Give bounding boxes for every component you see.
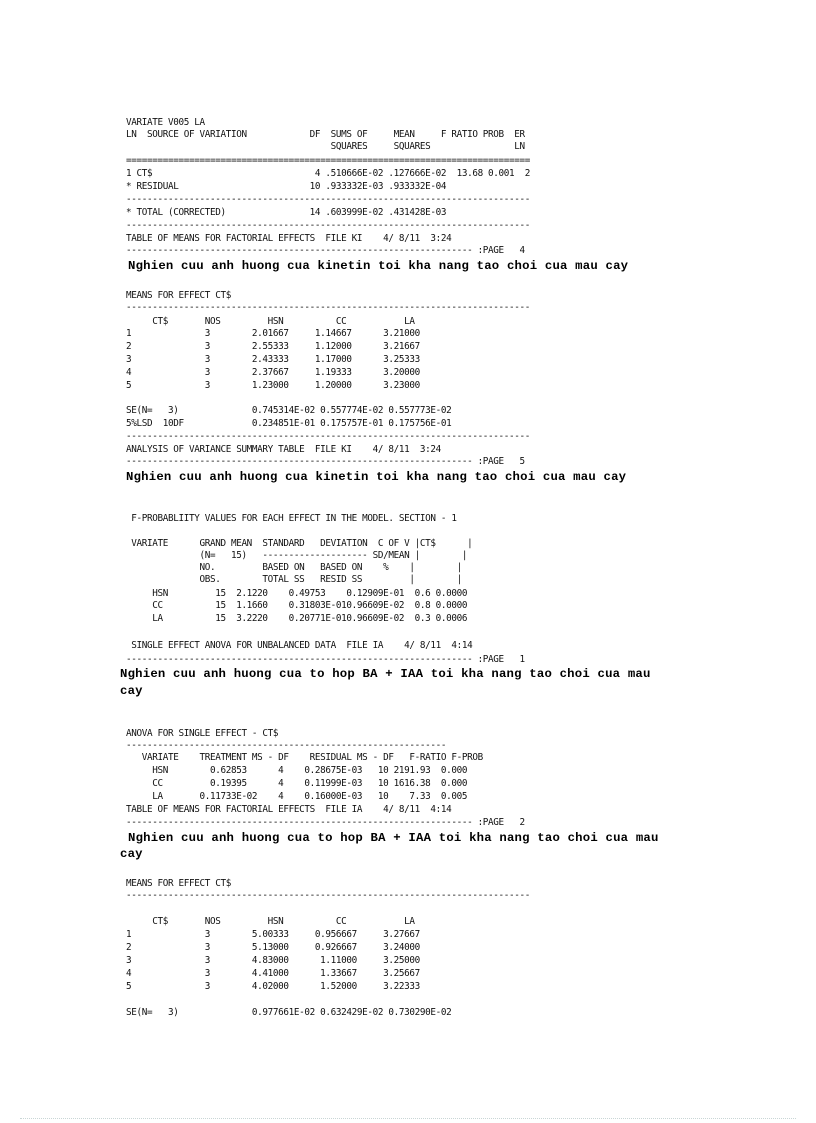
output-line: 2 3 5.13000 0.926667 3.24000 <box>126 942 420 953</box>
output-line: 4 3 2.37667 1.19333 3.20000 <box>126 367 420 378</box>
output-line: VARIATE TREATMENT MS - DF RESIDUAL MS - DF F-RATIO F-PROB <box>126 752 483 763</box>
output-line: 4 3 4.41000 1.33667 3.25667 <box>126 968 420 979</box>
output-line: NO. BASED ON BASED ON % | | <box>126 562 462 573</box>
section-heading: Nghien cuu anh huong cua to hop BA + IAA toi kha nang tao choi cua mau <box>120 667 651 681</box>
output-line: HSN 15 2.1220 0.49753 0.12909E-01 0.6 0.0000 <box>126 588 468 599</box>
output-line: 3 3 2.43333 1.17000 3.25333 <box>126 354 420 365</box>
section-heading: Nghien cuu anh huong cua kinetin toi kha nang tao choi cua mau cay <box>126 470 627 484</box>
output-line: LN SOURCE OF VARIATION DF SUMS OF MEAN F RATIO PROB ER <box>126 129 525 140</box>
output-line: MEANS FOR EFFECT CT$ <box>126 878 231 889</box>
page-footer-divider <box>20 1118 796 1119</box>
output-line: HSN 0.62853 4 0.28675E-03 10 2191.93 0.000 <box>126 765 468 776</box>
output-line: ============================================================================= <box>126 155 531 166</box>
section-heading: cay <box>120 684 143 698</box>
output-line: ----------------------------------------------------------------------------- <box>126 220 531 231</box>
section-heading: cay <box>120 847 143 861</box>
output-line: ------------------------------------------------------------------ :PAGE 2 <box>126 817 525 828</box>
output-line: SE(N= 3) 0.745314E-02 0.557774E-02 0.557773E-02 <box>126 405 452 416</box>
output-line: ----------------------------------------------------------------------------- <box>126 194 531 205</box>
output-line: ----------------------------------------------------------------------------- <box>126 890 531 901</box>
output-line: 5 3 4.02000 1.52000 3.22333 <box>126 981 420 992</box>
output-line: ------------------------------------------------------------- <box>126 740 447 751</box>
output-line: LA 0.11733E-02 4 0.16000E-03 10 7.33 0.005 <box>126 791 468 802</box>
output-line: * RESIDUAL 10 .933332E-03 .933332E-04 <box>126 181 447 192</box>
output-line: ANALYSIS OF VARIANCE SUMMARY TABLE FILE KI 4/ 8/11 3:24 <box>126 444 441 455</box>
output-line: ------------------------------------------------------------------ :PAGE 1 <box>126 654 525 665</box>
output-line: 1 CT$ 4 .510666E-02 .127666E-02 13.68 0.001 2 <box>126 168 531 179</box>
output-line: 1 3 5.00333 0.956667 3.27667 <box>126 929 420 940</box>
output-line: ----------------------------------------------------------------------------- <box>126 302 531 313</box>
output-line: LA 15 3.2220 0.20771E-010.96609E-02 0.3 0.0006 <box>126 613 468 624</box>
output-line: SE(N= 3) 0.977661E-02 0.632429E-02 0.730290E-02 <box>126 1007 452 1018</box>
output-line: SQUARES SQUARES LN <box>126 141 525 152</box>
output-line: * TOTAL (CORRECTED) 14 .603999E-02 .431428E-03 <box>126 207 447 218</box>
output-line: (N= 15) -------------------- SD/MEAN | | <box>126 550 468 561</box>
output-line: CT$ NOS HSN CC LA <box>126 916 415 927</box>
output-line: 5 3 1.23000 1.20000 3.23000 <box>126 380 420 391</box>
output-line: VARIATE GRAND MEAN STANDARD DEVIATION C OF V |CT$ | <box>126 538 473 549</box>
output-line: SINGLE EFFECT ANOVA FOR UNBALANCED DATA FILE IA 4/ 8/11 4:14 <box>126 640 473 651</box>
output-line: VARIATE V005 LA <box>126 117 205 128</box>
output-line: 1 3 2.01667 1.14667 3.21000 <box>126 328 420 339</box>
output-line: 2 3 2.55333 1.12000 3.21667 <box>126 341 420 352</box>
output-line: ----------------------------------------------------------------------------- <box>126 431 531 442</box>
output-line: F-PROBABLIITY VALUES FOR EACH EFFECT IN THE MODEL. SECTION - 1 <box>126 513 457 524</box>
output-line: TABLE OF MEANS FOR FACTORIAL EFFECTS FILE KI 4/ 8/11 3:24 <box>126 233 452 244</box>
output-line: 3 3 4.83000 1.11000 3.25000 <box>126 955 420 966</box>
output-line: MEANS FOR EFFECT CT$ <box>126 290 231 301</box>
output-line: ------------------------------------------------------------------ :PAGE 4 <box>126 245 525 256</box>
section-heading: Nghien cuu anh huong cua kinetin toi kha nang tao choi cua mau cay <box>128 259 629 273</box>
output-line: CT$ NOS HSN CC LA <box>126 316 415 327</box>
output-line: CC 15 1.1660 0.31803E-010.96609E-02 0.8 0.0000 <box>126 600 468 611</box>
section-heading: Nghien cuu anh huong cua to hop BA + IAA toi kha nang tao choi cua mau <box>128 831 659 845</box>
output-line: ------------------------------------------------------------------ :PAGE 5 <box>126 456 525 467</box>
output-line: 5%LSD 10DF 0.234851E-01 0.175757E-01 0.175756E-01 <box>126 418 452 429</box>
output-line: CC 0.19395 4 0.11999E-03 10 1616.38 0.000 <box>126 778 468 789</box>
output-line: TABLE OF MEANS FOR FACTORIAL EFFECTS FILE IA 4/ 8/11 4:14 <box>126 804 452 815</box>
output-line: ANOVA FOR SINGLE EFFECT - CT$ <box>126 728 279 739</box>
output-line: OBS. TOTAL SS RESID SS | | <box>126 574 462 585</box>
